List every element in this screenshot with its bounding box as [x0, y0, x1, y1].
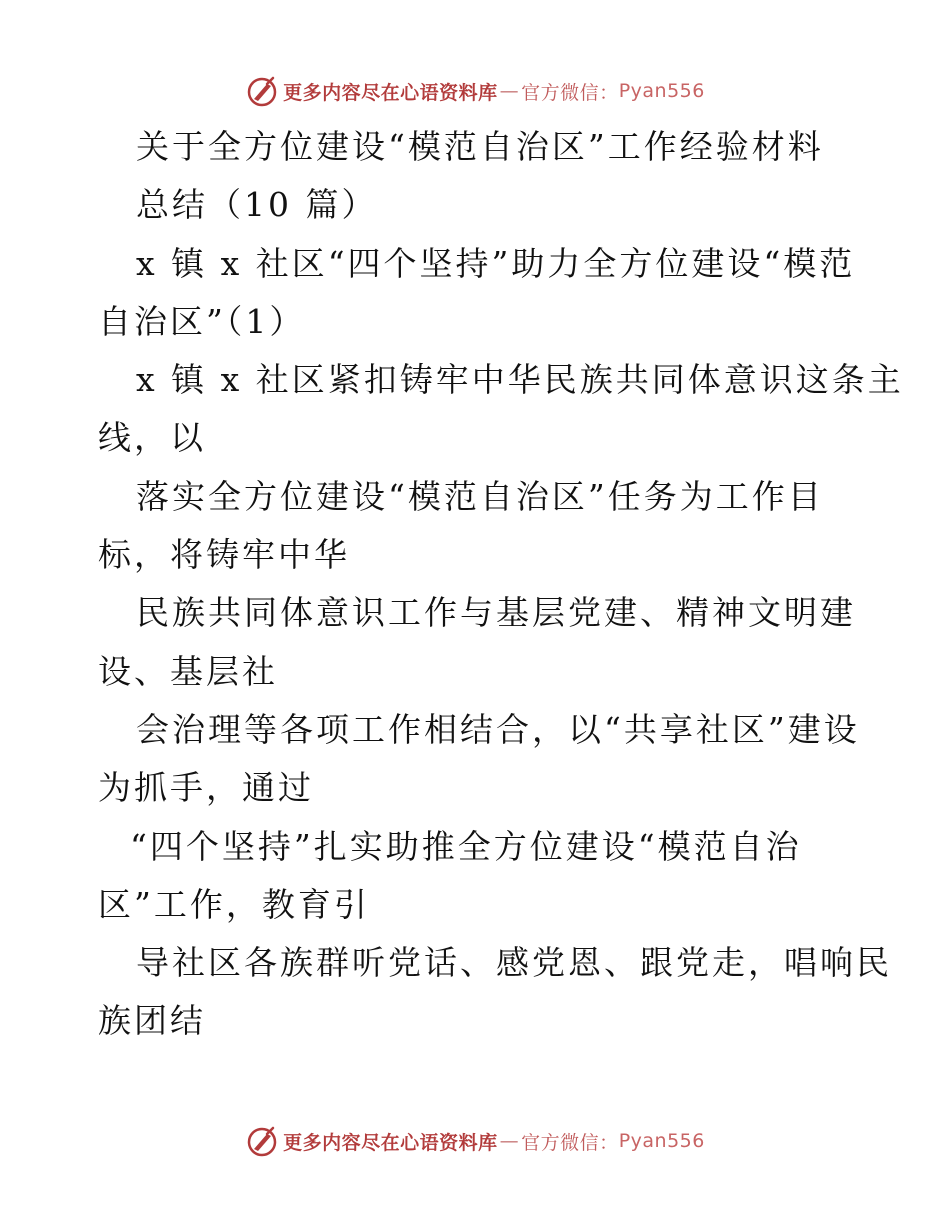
doc-title-line-2: 总结（10 篇） [136, 185, 378, 225]
header-watermark [0, 71, 950, 111]
watermark-wechat-id: Pyan556 [618, 80, 705, 102]
watermark-brand: 更多内容尽在心语资料库 [283, 81, 498, 104]
pen-logo-icon [245, 74, 279, 108]
watermark-separator: — [499, 80, 520, 102]
doc-text-line: “四个坚持”扎实助推全方位建设“模范自治 [130, 826, 802, 866]
doc-text-line: 为抓手，通过 [98, 768, 314, 808]
pen-logo-icon [245, 1124, 279, 1158]
watermark-label: 官方微信： [521, 1131, 619, 1154]
doc-text-line: x 镇 x 社区紧扣铸牢中华民族共同体意识这条主 [136, 360, 904, 400]
doc-text-line: 族团结 [98, 1001, 206, 1041]
doc-text-line: 标，将铸牢中华 [98, 535, 350, 575]
doc-text-line: 导社区各族群听党话、感党恩、跟党走，唱响民 [136, 943, 892, 983]
doc-text-line: 会治理等各项工作相结合，以“共享社区”建设 [136, 709, 860, 749]
footer-watermark [0, 1121, 950, 1161]
doc-text-line: 设、基层社 [98, 651, 278, 691]
doc-text-line: 区”工作，教育引 [98, 884, 370, 924]
watermark-wechat-id: Pyan556 [618, 1130, 705, 1152]
doc-text-line: x 镇 x 社区“四个坚持”助力全方位建设“模范 [136, 243, 856, 283]
doc-text-line: 落实全方位建设“模范自治区”任务为工作目 [136, 476, 824, 516]
watermark-brand: 更多内容尽在心语资料库 [283, 1131, 498, 1154]
doc-title-line-1: 关于全方位建设“模范自治区”工作经验材料 [136, 127, 824, 166]
watermark-separator: — [499, 1130, 520, 1152]
doc-text-line: 民族共同体意识工作与基层党建、精神文明建 [136, 593, 856, 633]
document-body [98, 118, 904, 1051]
doc-text-line: 线，以 [98, 418, 206, 458]
doc-text-line: 自治区”（1） [98, 301, 306, 341]
watermark-label: 官方微信： [521, 81, 619, 104]
